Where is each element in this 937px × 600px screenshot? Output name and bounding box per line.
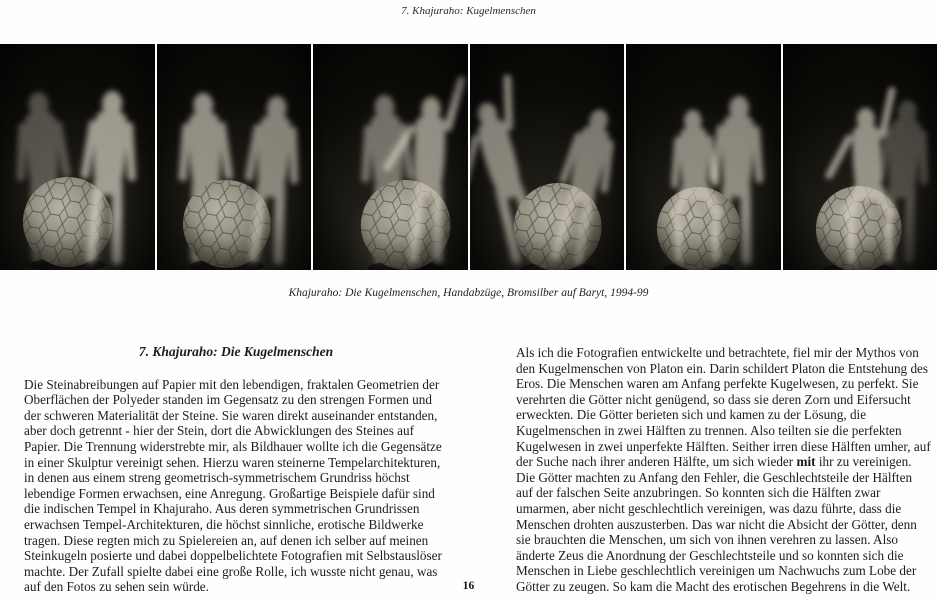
artwork-caption: Khajuraho: Die Kugelmenschen, Handabzüge, Bromsilber auf Baryt, 1994-99 — [288, 287, 649, 299]
photo-4 — [470, 44, 625, 270]
right-body-before: Als ich die Fotografien entwickelte und betrachtete, fiel mir der Mythos von den Kugelmenschen von Platon ein. Darin schildert Platon die Entstehung des Eros. Die Menschen waren am Anfang perfekte Kugelwesen, zu perfekt. Sie verehrten die Götter nicht genügend, so dass sie deren Zorn und Eifersucht erweckten. Die Götter berieten sich und kamen zu der Lösung, die Kugelmenschen in zwei Hälften zu trennen. Also teilten sie die perfekten Kugelwesen in zwei unperfekte Hälften. Seither irren diese Hälften umher, auf der Suche nach ihrer anderen Hälfte, um sich wieder — [516, 345, 931, 470]
photo-strip — [0, 44, 937, 270]
photo-1 — [0, 44, 155, 270]
photo-2 — [157, 44, 312, 270]
right-column — [516, 345, 931, 595]
left-column-heading: 7. Khajuraho: Die Kugelmenschen — [138, 344, 334, 359]
page-number: 16 — [462, 580, 475, 592]
photo-5 — [626, 44, 781, 270]
right-column-body — [516, 345, 931, 595]
running-head: 7. Khajuraho: Kugelmenschen — [401, 5, 536, 17]
right-body-after: ihr zu vereinigen. Die Götter machten zu Anfang den Fehler, die Geschlechtsteile der Hälften auf der falschen Seite anzubringen. So konnten sich die Hälften zwar umarmen, aber nicht geschlechtlich vereinigen, was dazu führte, dass die Menschen drohten auszusterben. Das war nicht die Absicht der Götter, denn sie brauchten die Menschen, um sich von ihnen verehren zu lassen. Also änderte Zeus die Anordnung der Geschlechtsteile und so konnten sich die Menschen in Liebe geschlechtlich vereinigen um Nachwuchs zum Lobe der Götter zu zeugen. So kam die Macht des erotischen Begehrens in die Welt. — [516, 454, 917, 594]
photo-6 — [783, 44, 937, 270]
left-column-body: Die Steinabreibungen auf Papier mit den lebendigen, fraktalen Geometrien der Oberflächen der Polyeder standen im Gegensatz zu den strengen Formen und der schweren Materialität der Steine. Sie waren direkt auseinander entstanden, aber doch getrennt - hier der Stein, dort die Abwicklungen des Steines auf Papier. Die Trennung widerstrebte mir, als Bildhauer wollte ich die Gegensätze in einer Skulptur vereinigt sehen. Hierzu waren steinerne Tempelarchitekturen, in denen aus einem streng geometrisch-symmetrischem Grundriss höchst lebendige Formen erwachsen, eine Anregung. Großartige Beispiele dafür sind die indischen Tempel in Khajuraho. Aus deren symmetrischen Grundrissen erwachsen Tempel-Architekturen, die höchst sinnliche, erotische Bildwerke tragen. Diese regten mich zu Spielereien an, auf denen ich selber auf meinen Steinkugeln posierte und dabei doppelbelichtete Fotografien mit Selbstauslöser machte. Der Zufall spielte dabei eine große Rolle, ich wusste nicht genau, was auf den Fotos zu sehen sein würde. — [24, 376, 442, 595]
left-column — [24, 344, 448, 595]
right-body-emphasis: mit — [796, 454, 816, 470]
photo-3 — [313, 44, 468, 270]
